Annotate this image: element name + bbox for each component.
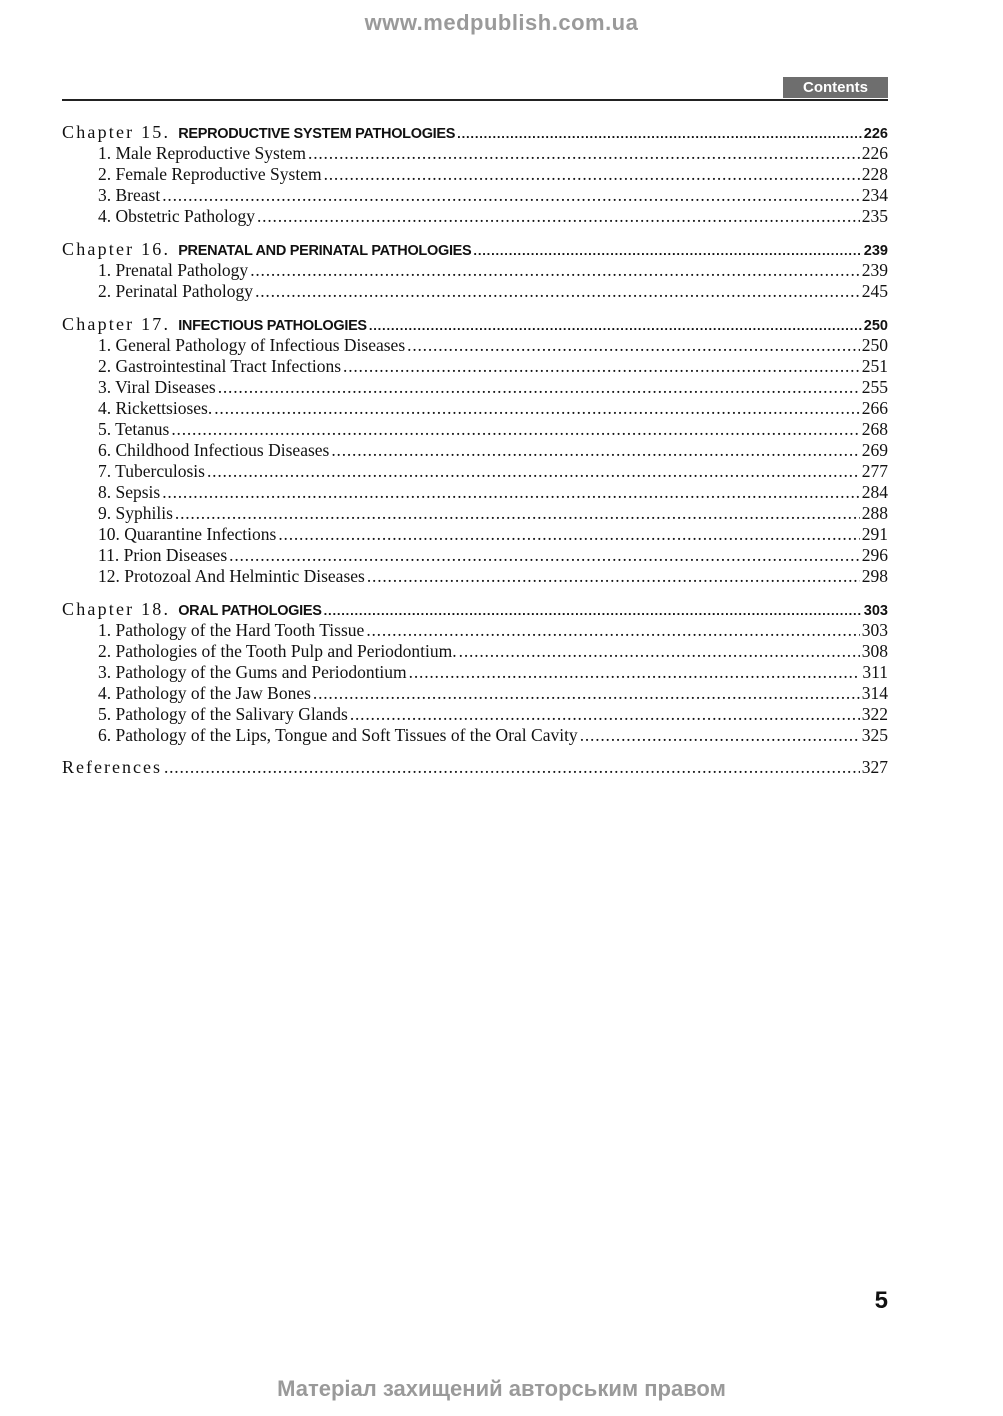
dot-leader (175, 503, 860, 524)
section-label: 3. Viral Diseases (98, 377, 216, 397)
section-entry[interactable] (62, 545, 888, 566)
chapter-entry[interactable] (62, 238, 888, 260)
chapter-entry[interactable] (62, 121, 888, 143)
section-page-number: 288 (861, 503, 888, 523)
dot-leader (313, 683, 860, 704)
section-entry[interactable] (62, 419, 888, 440)
chapter-page-number: 303 (863, 603, 888, 619)
section-entry[interactable] (62, 206, 888, 227)
chapter-entry[interactable] (62, 598, 888, 620)
section-page-number: 228 (861, 164, 888, 184)
section-label: 12. Protozoal And Helmintic Diseases (98, 566, 365, 586)
dot-leader (324, 164, 860, 185)
section-page-number: 268 (861, 419, 888, 439)
chapter-block (62, 238, 888, 302)
section-page-number: 325 (861, 725, 888, 745)
section-label: 5. Tetanus (98, 419, 170, 439)
section-entry[interactable] (62, 683, 888, 704)
dot-leader (162, 185, 860, 206)
chapter-page-number: 250 (863, 318, 888, 334)
dot-leader (171, 419, 859, 440)
dot-leader (257, 206, 860, 227)
section-entry[interactable] (62, 662, 888, 683)
dot-leader (580, 725, 860, 746)
table-of-contents (62, 121, 888, 789)
section-label: 2. Gastrointestinal Tract Infections (98, 356, 342, 376)
section-entry[interactable] (62, 398, 888, 419)
section-label: 4. Obstetric Pathology (98, 206, 255, 226)
section-entry[interactable] (62, 281, 888, 302)
dot-leader (229, 545, 860, 566)
section-page-number: 322 (861, 704, 888, 724)
dot-leader (278, 524, 859, 545)
section-page-number: 298 (861, 566, 888, 586)
dot-leader (255, 281, 860, 302)
section-page-number: 266 (861, 398, 888, 418)
dot-leader (457, 121, 862, 145)
section-label: 1. Prenatal Pathology (98, 260, 249, 280)
section-label: 9. Syphilis (98, 503, 173, 523)
chapter-label: Chapter 17. (62, 314, 171, 334)
dot-leader (324, 598, 862, 622)
references-block (62, 757, 888, 778)
dot-leader (207, 461, 860, 482)
section-page-number: 296 (861, 545, 888, 565)
dot-leader (162, 482, 860, 503)
section-page-number: 251 (861, 356, 888, 376)
section-entry[interactable] (62, 356, 888, 377)
section-entry[interactable] (62, 377, 888, 398)
dot-leader (473, 238, 861, 262)
site-url: www.medpublish.com.ua (364, 10, 639, 35)
section-label: 2. Perinatal Pathology (98, 281, 254, 301)
section-page-number: 235 (861, 206, 888, 226)
chapter-title: REPRODUCTIVE SYSTEM PATHOLOGIES (178, 126, 456, 142)
section-label: 3. Breast (98, 185, 161, 205)
section-page-number: 255 (861, 377, 888, 397)
section-page-number: 250 (861, 335, 888, 355)
chapter-block (62, 313, 888, 587)
chapter-title: ORAL PATHOLOGIES (178, 603, 322, 619)
dot-leader (343, 356, 860, 377)
section-entry[interactable] (62, 641, 888, 662)
section-page-number: 303 (861, 620, 888, 640)
chapter-title: INFECTIOUS PATHOLOGIES (178, 318, 367, 334)
section-label: 2. Female Reproductive System (98, 164, 322, 184)
section-entry[interactable] (62, 503, 888, 524)
section-entry[interactable] (62, 260, 888, 281)
section-entry[interactable] (62, 566, 888, 587)
chapter-block (62, 121, 888, 227)
chapter-block (62, 598, 888, 746)
section-entry[interactable] (62, 440, 888, 461)
section-entry[interactable] (62, 185, 888, 206)
header-rule (62, 99, 888, 101)
section-page-number: 277 (861, 461, 888, 481)
section-label: 3. Pathology of the Gums and Periodontium (98, 662, 407, 682)
section-label: 1. General Pathology of Infectious Diseases (98, 335, 406, 355)
dot-leader (214, 398, 860, 419)
dot-leader (218, 377, 860, 398)
section-label: 7. Tuberculosis (98, 461, 205, 481)
section-page-number: 314 (861, 683, 888, 703)
references-entry[interactable] (62, 757, 888, 778)
section-entry[interactable] (62, 335, 888, 356)
section-page-number: 239 (861, 260, 888, 280)
section-label: 1. Male Reproductive System (98, 143, 307, 163)
chapter-entry[interactable] (62, 313, 888, 335)
section-page-number: 245 (861, 281, 888, 301)
section-label: 6. Childhood Infectious Diseases (98, 440, 330, 460)
dot-leader (407, 335, 860, 356)
page-number: 5 (874, 1287, 888, 1314)
dot-leader (367, 566, 860, 587)
section-entry[interactable] (62, 164, 888, 185)
section-page-number: 234 (861, 185, 888, 205)
contents-tab: Contents (783, 77, 888, 98)
dot-leader (369, 313, 862, 337)
chapter-page-number: 239 (863, 243, 888, 259)
section-page-number: 269 (861, 440, 888, 460)
dot-leader (308, 143, 860, 164)
dot-leader (366, 620, 859, 641)
section-page-number: 291 (861, 524, 888, 544)
dot-leader (459, 641, 860, 662)
section-entry[interactable] (62, 482, 888, 503)
dot-leader (409, 662, 861, 683)
section-label: 6. Pathology of the Lips, Tongue and Soft Tissues of the Oral Cavity (98, 725, 578, 745)
section-page-number: 308 (861, 641, 888, 661)
chapter-label: Chapter 18. (62, 599, 171, 619)
section-entry[interactable] (62, 524, 888, 545)
chapter-label: Chapter 16. (62, 239, 171, 259)
section-label: 2. Pathologies of the Tooth Pulp and Periodontium. (98, 641, 457, 661)
section-label: 4. Pathology of the Jaw Bones (98, 683, 311, 703)
section-page-number: 284 (861, 482, 888, 502)
dot-leader (164, 757, 860, 778)
dot-leader (350, 704, 860, 725)
section-page-number: 311 (862, 662, 888, 682)
dot-leader (331, 440, 859, 461)
section-label: 10. Quarantine Infections (98, 524, 277, 544)
section-label: 11. Prion Diseases (98, 545, 228, 565)
chapter-page-number: 226 (863, 126, 888, 142)
section-label: 4. Rickettsioses. (98, 398, 213, 418)
references-page-number: 327 (861, 757, 888, 777)
section-entry[interactable] (62, 620, 888, 641)
section-entry[interactable] (62, 143, 888, 164)
dot-leader (250, 260, 860, 281)
section-label: 5. Pathology of the Salivary Glands (98, 704, 348, 724)
section-entry[interactable] (62, 461, 888, 482)
section-page-number: 226 (861, 143, 888, 163)
section-entry[interactable] (62, 725, 888, 746)
section-label: 8. Sepsis (98, 482, 161, 502)
chapter-label: Chapter 15. (62, 122, 171, 142)
section-entry[interactable] (62, 704, 888, 725)
chapter-title: PRENATAL AND PERINATAL PATHOLOGIES (178, 243, 472, 259)
section-label: 1. Pathology of the Hard Tooth Tissue (98, 620, 365, 640)
copyright-notice: Матеріал захищений авторським правом (277, 1376, 726, 1401)
references-label: References (62, 757, 162, 777)
